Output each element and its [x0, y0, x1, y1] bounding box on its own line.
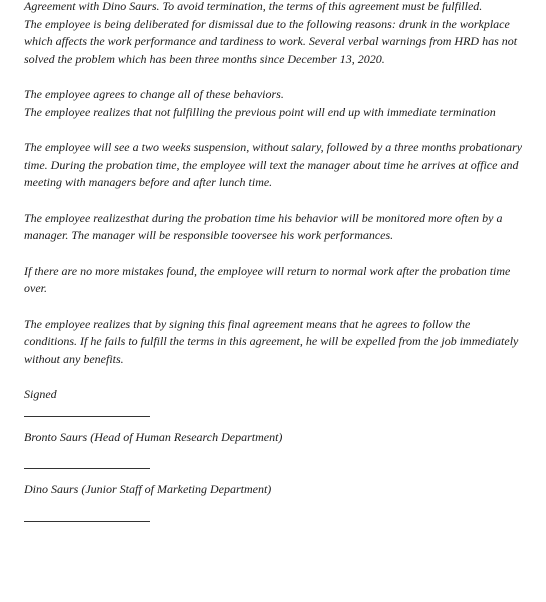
agree-change-paragraph: The employee agrees to change all of these behaviors.	[24, 87, 284, 101]
intro-paragraph: Agreement with Dino Saurs. To avoid termination, the terms of this agreement must be fulfilled.	[24, 0, 483, 13]
signature-line-1[interactable]	[24, 404, 150, 417]
suspension-paragraph: The employee will see a two weeks suspension, without salary, followed by a three months probationary time. During the probation time, the employee will text the manager about time he arrives at office and meeting with managers before and after lunch time.	[24, 140, 523, 189]
signed-label: Signed	[24, 387, 57, 401]
immediate-termination-paragraph: The employee realizes that not fulfilling the previous point will end up with immediate termination	[24, 104, 496, 119]
signatory-name-2: Dino Saurs (Junior Staff of Marketing Department)	[24, 482, 272, 496]
final-agreement-paragraph: The employee realizes that by signing this final agreement means that he agrees to follow the conditions. If he fails to fulfill the terms in this agreement, he will be expelled from the job immediately without any benefits.	[24, 316, 519, 366]
signature-line-3[interactable]	[24, 509, 150, 522]
signature-line-2[interactable]	[24, 456, 150, 469]
agreement-document	[24, 0, 524, 534]
monitoring-paragraph: The employee realizesthat during the probation time his behavior will be monitored more often by a manager. The manager will be responsible tooversee his work performances.	[24, 210, 503, 242]
reasons-paragraph: The employee is being deliberated for dismissal due to the following reasons: drunk in the workplace which affects the work performance and tardiness to work. Several verbal warnings from HRD has not solved the problem which has been three months since December 13, 2020.	[24, 16, 518, 66]
return-normal-paragraph: If there are no more mistakes found, the employee will return to normal work after the probation time over.	[24, 263, 511, 295]
signatory-name-1: Bronto Saurs (Head of Human Research Department)	[24, 429, 283, 444]
